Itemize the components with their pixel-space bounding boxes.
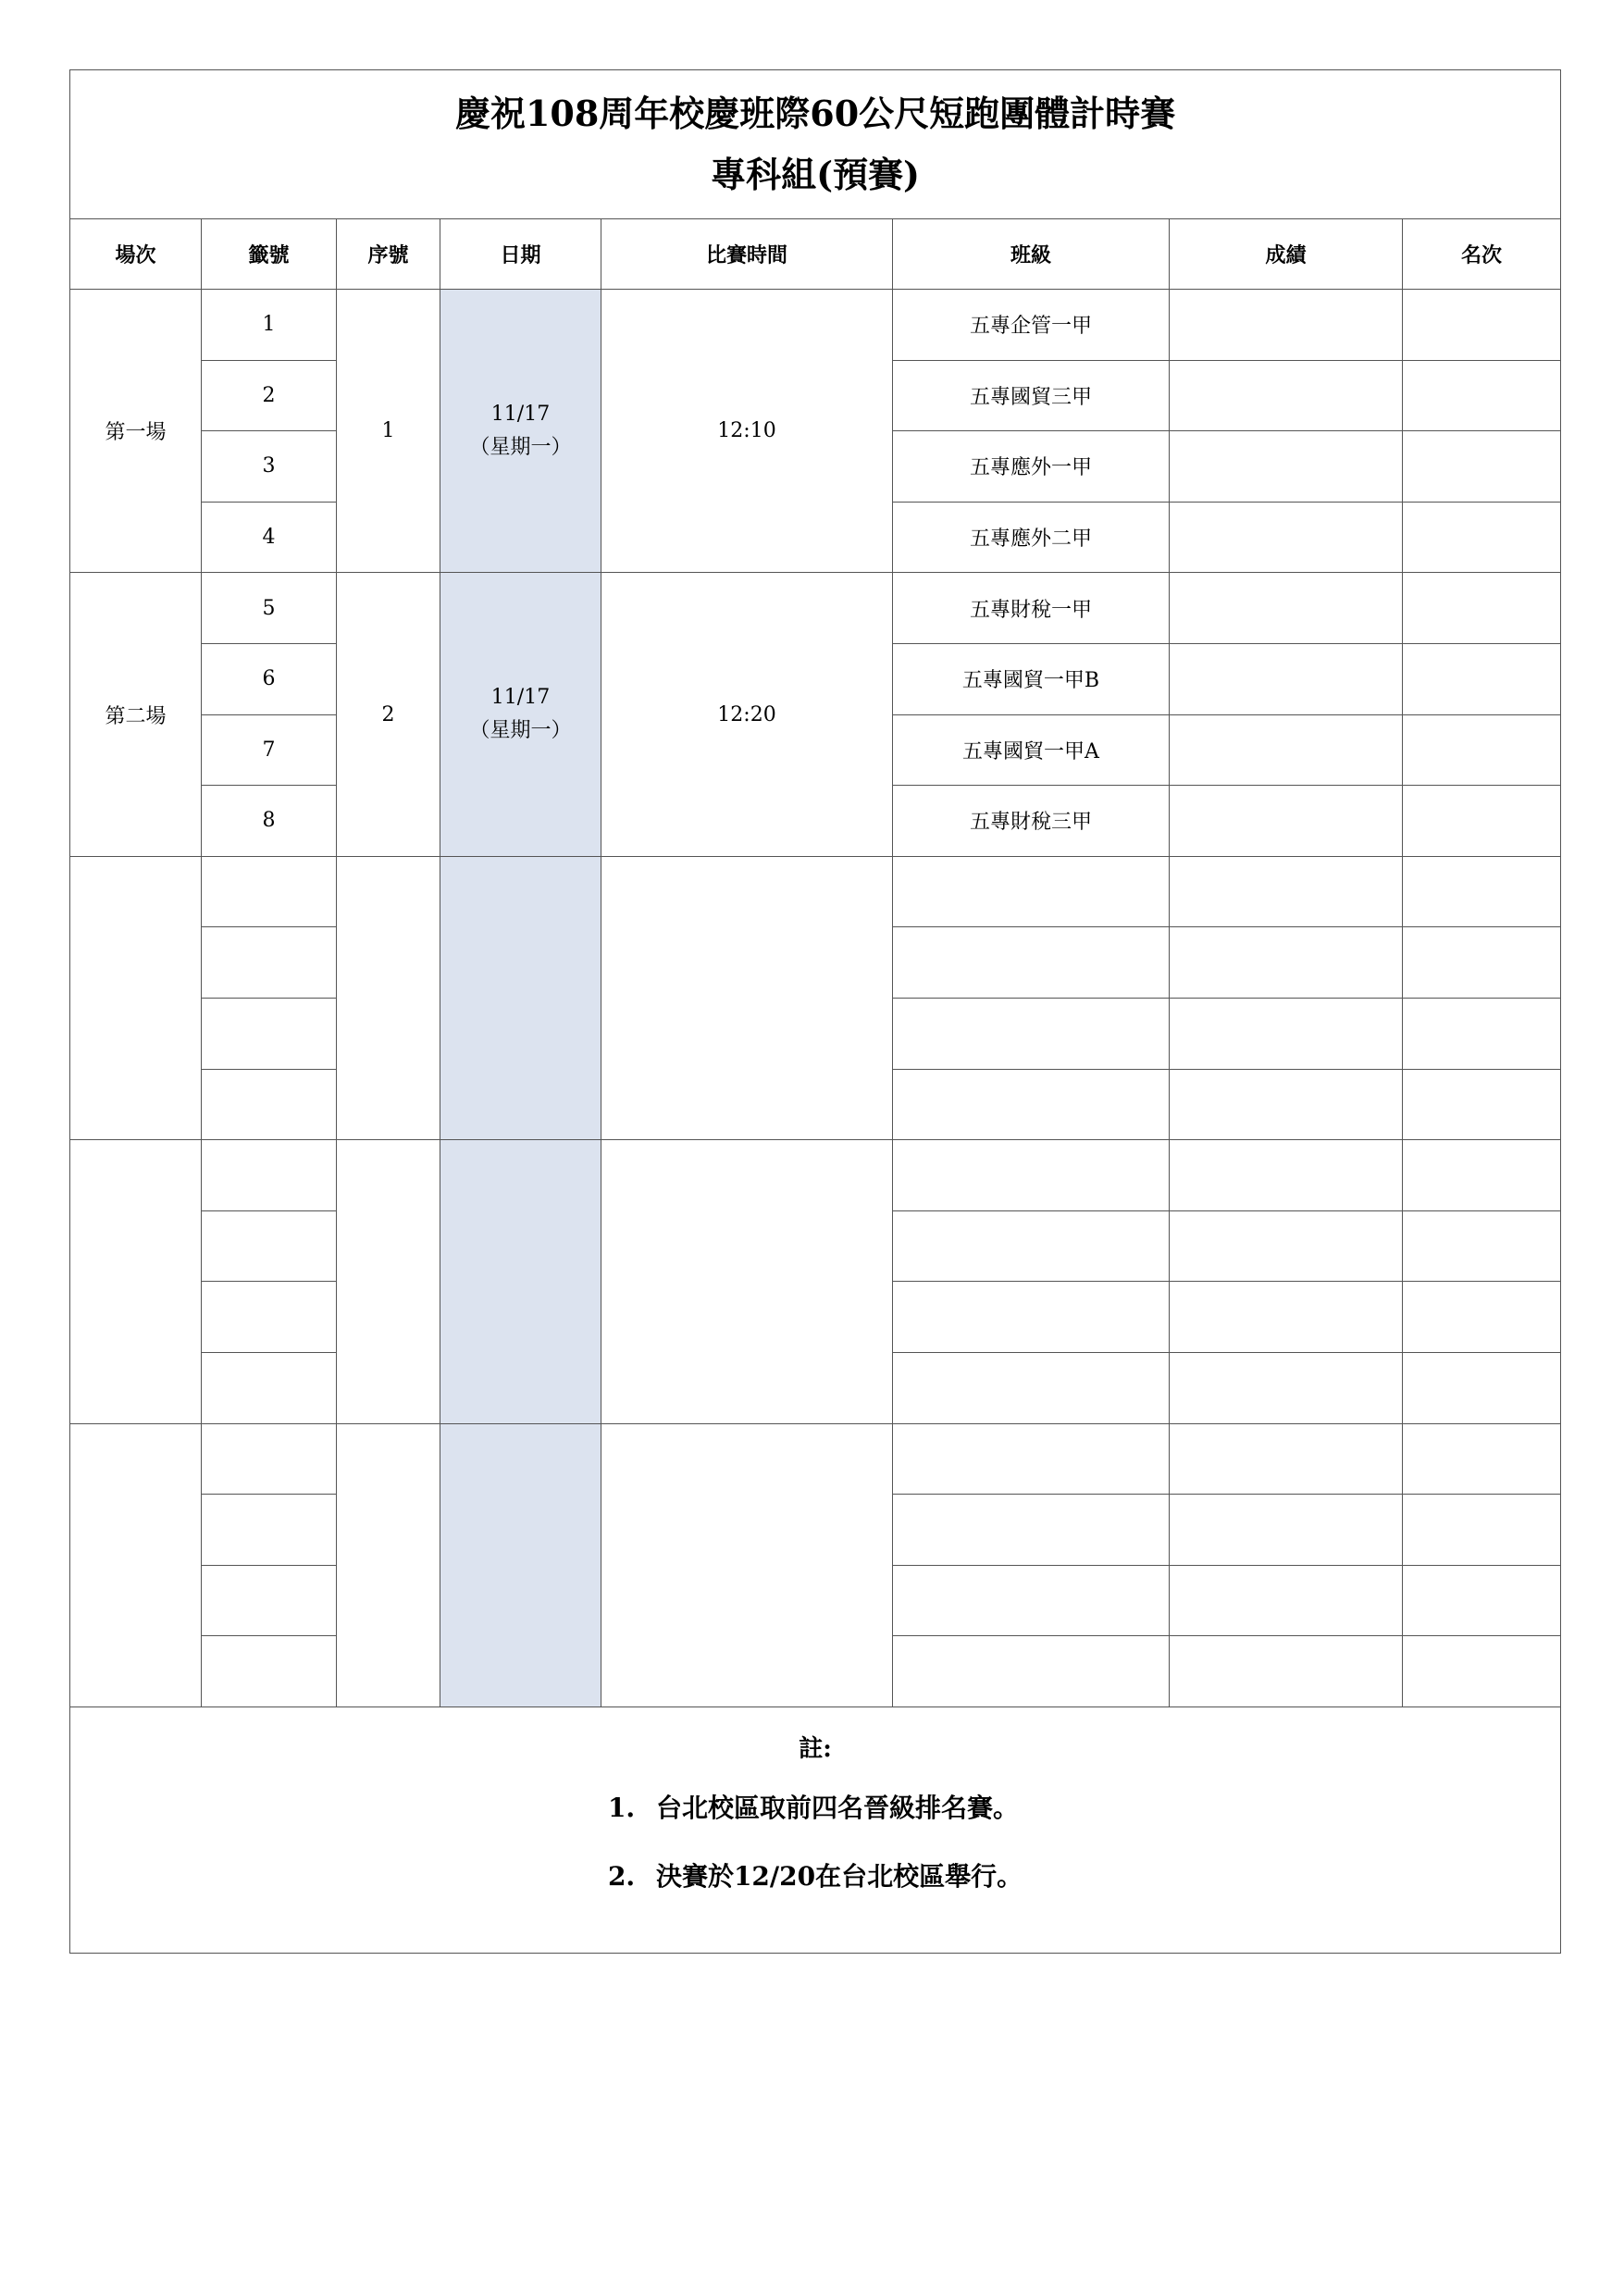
rank-cell — [1403, 1565, 1561, 1636]
rank-cell — [1403, 643, 1561, 714]
lot-cell — [202, 1069, 337, 1140]
session-cell — [70, 1423, 202, 1706]
session-cell: 第二場 — [70, 573, 202, 856]
page-title: 慶祝108周年校慶班際60公尺短跑團體計時賽 — [454, 93, 1176, 134]
header-class: 班級 — [893, 219, 1170, 290]
date-cell — [440, 1140, 601, 1423]
score-cell — [1170, 998, 1403, 1069]
lot-cell — [202, 1495, 337, 1566]
note-item — [608, 1858, 1023, 1895]
score-cell — [1170, 1565, 1403, 1636]
rank-cell — [1403, 856, 1561, 927]
time-cell — [601, 1423, 893, 1706]
lot-cell — [202, 1423, 337, 1495]
lot-cell: 7 — [202, 714, 337, 786]
class-cell: 五專應外一甲 — [893, 431, 1170, 503]
score-cell — [1170, 1423, 1403, 1495]
score-cell — [1170, 431, 1403, 503]
rank-cell — [1403, 998, 1561, 1069]
rank-cell — [1403, 1140, 1561, 1211]
class-cell — [893, 927, 1170, 999]
seq-cell — [337, 856, 440, 1139]
note-text: 台北校區取前四名晉級排名賽。 — [655, 1792, 1019, 1823]
time-cell: 12:20 — [601, 573, 893, 856]
lot-cell — [202, 927, 337, 999]
score-cell — [1170, 290, 1403, 361]
rank-cell — [1403, 1636, 1561, 1707]
header-rank: 名次 — [1403, 219, 1561, 290]
lot-cell — [202, 1210, 337, 1282]
lot-cell — [202, 1282, 337, 1353]
rank-cell — [1403, 1352, 1561, 1423]
table-row — [70, 1140, 1561, 1211]
score-cell — [1170, 643, 1403, 714]
score-cell — [1170, 714, 1403, 786]
lot-cell — [202, 1352, 337, 1423]
class-cell — [893, 1282, 1170, 1353]
score-cell — [1170, 856, 1403, 927]
seq-cell: 2 — [337, 573, 440, 856]
weekday-value: （星期一） — [469, 719, 572, 743]
lot-cell — [202, 1636, 337, 1707]
rank-cell — [1403, 714, 1561, 786]
rank-cell — [1403, 1423, 1561, 1495]
rank-cell — [1403, 1495, 1561, 1566]
lot-cell — [202, 1140, 337, 1211]
score-cell — [1170, 927, 1403, 999]
rank-cell — [1403, 927, 1561, 999]
date-value: 11/17 — [490, 686, 551, 710]
score-cell — [1170, 786, 1403, 857]
notes-title: 註: — [799, 1734, 832, 1763]
class-cell: 五專應外二甲 — [893, 502, 1170, 573]
note-item — [608, 1790, 1023, 1827]
schedule-table — [69, 69, 1561, 1954]
table-row — [70, 290, 1561, 361]
rank-cell — [1403, 1282, 1561, 1353]
class-cell: 五專財稅一甲 — [893, 573, 1170, 644]
note-number: 2. — [607, 1860, 636, 1892]
note-number: 1. — [607, 1792, 636, 1823]
class-cell — [893, 856, 1170, 927]
score-cell — [1170, 1636, 1403, 1707]
rank-cell — [1403, 786, 1561, 857]
rank-cell — [1403, 290, 1561, 361]
score-cell — [1170, 502, 1403, 573]
date-cell — [440, 573, 601, 856]
score-cell — [1170, 1210, 1403, 1282]
score-cell — [1170, 1069, 1403, 1140]
class-cell: 五專國貿三甲 — [893, 360, 1170, 431]
title-cell — [70, 70, 1561, 219]
rank-cell — [1403, 573, 1561, 644]
class-cell — [893, 1210, 1170, 1282]
class-cell — [893, 1423, 1170, 1495]
note-text: 決賽於12/20在台北校區舉行。 — [655, 1860, 1023, 1892]
table-row — [70, 573, 1561, 644]
header-seq: 序號 — [337, 219, 440, 290]
header-row — [70, 219, 1561, 290]
class-cell — [893, 998, 1170, 1069]
class-cell: 五專財稅三甲 — [893, 786, 1170, 857]
lot-cell: 2 — [202, 360, 337, 431]
lot-cell: 3 — [202, 431, 337, 503]
session-cell: 第一場 — [70, 290, 202, 573]
class-cell — [893, 1636, 1170, 1707]
time-cell: 12:10 — [601, 290, 893, 573]
seq-cell — [337, 1423, 440, 1706]
notes-list — [608, 1790, 1023, 1927]
score-cell — [1170, 1352, 1403, 1423]
rank-cell — [1403, 360, 1561, 431]
score-cell — [1170, 360, 1403, 431]
schedule-body — [70, 290, 1561, 1707]
date-cell — [440, 290, 601, 573]
session-cell — [70, 1140, 202, 1423]
table-row — [70, 1423, 1561, 1495]
class-cell: 五專國貿一甲B — [893, 643, 1170, 714]
class-cell — [893, 1069, 1170, 1140]
session-cell — [70, 856, 202, 1139]
header-time: 比賽時間 — [601, 219, 893, 290]
rank-cell — [1403, 431, 1561, 503]
class-cell: 五專國貿一甲A — [893, 714, 1170, 786]
score-cell — [1170, 1282, 1403, 1353]
lot-cell: 5 — [202, 573, 337, 644]
lot-cell: 4 — [202, 502, 337, 573]
lot-cell — [202, 1565, 337, 1636]
notes-cell — [70, 1706, 1561, 1953]
class-cell — [893, 1495, 1170, 1566]
lot-cell: 8 — [202, 786, 337, 857]
class-cell: 五專企管一甲 — [893, 290, 1170, 361]
date-cell — [440, 856, 601, 1139]
header-date: 日期 — [440, 219, 601, 290]
lot-cell: 6 — [202, 643, 337, 714]
score-cell — [1170, 573, 1403, 644]
class-cell — [893, 1140, 1170, 1211]
score-cell — [1170, 1140, 1403, 1211]
header-session: 場次 — [70, 219, 202, 290]
date-cell — [440, 1423, 601, 1706]
table-row — [70, 856, 1561, 927]
class-cell — [893, 1352, 1170, 1423]
page-subtitle: 專科組(預賽) — [711, 154, 921, 195]
seq-cell: 1 — [337, 290, 440, 573]
seq-cell — [337, 1140, 440, 1423]
time-cell — [601, 856, 893, 1139]
rank-cell — [1403, 1210, 1561, 1282]
header-lot: 籤號 — [202, 219, 337, 290]
header-score: 成績 — [1170, 219, 1403, 290]
rank-cell — [1403, 1069, 1561, 1140]
date-value: 11/17 — [490, 402, 551, 426]
time-cell — [601, 1140, 893, 1423]
lot-cell — [202, 856, 337, 927]
lot-cell: 1 — [202, 290, 337, 361]
weekday-value: （星期一） — [469, 435, 572, 459]
class-cell — [893, 1565, 1170, 1636]
rank-cell — [1403, 502, 1561, 573]
score-cell — [1170, 1495, 1403, 1566]
lot-cell — [202, 998, 337, 1069]
schedule-sheet — [69, 69, 1560, 1954]
